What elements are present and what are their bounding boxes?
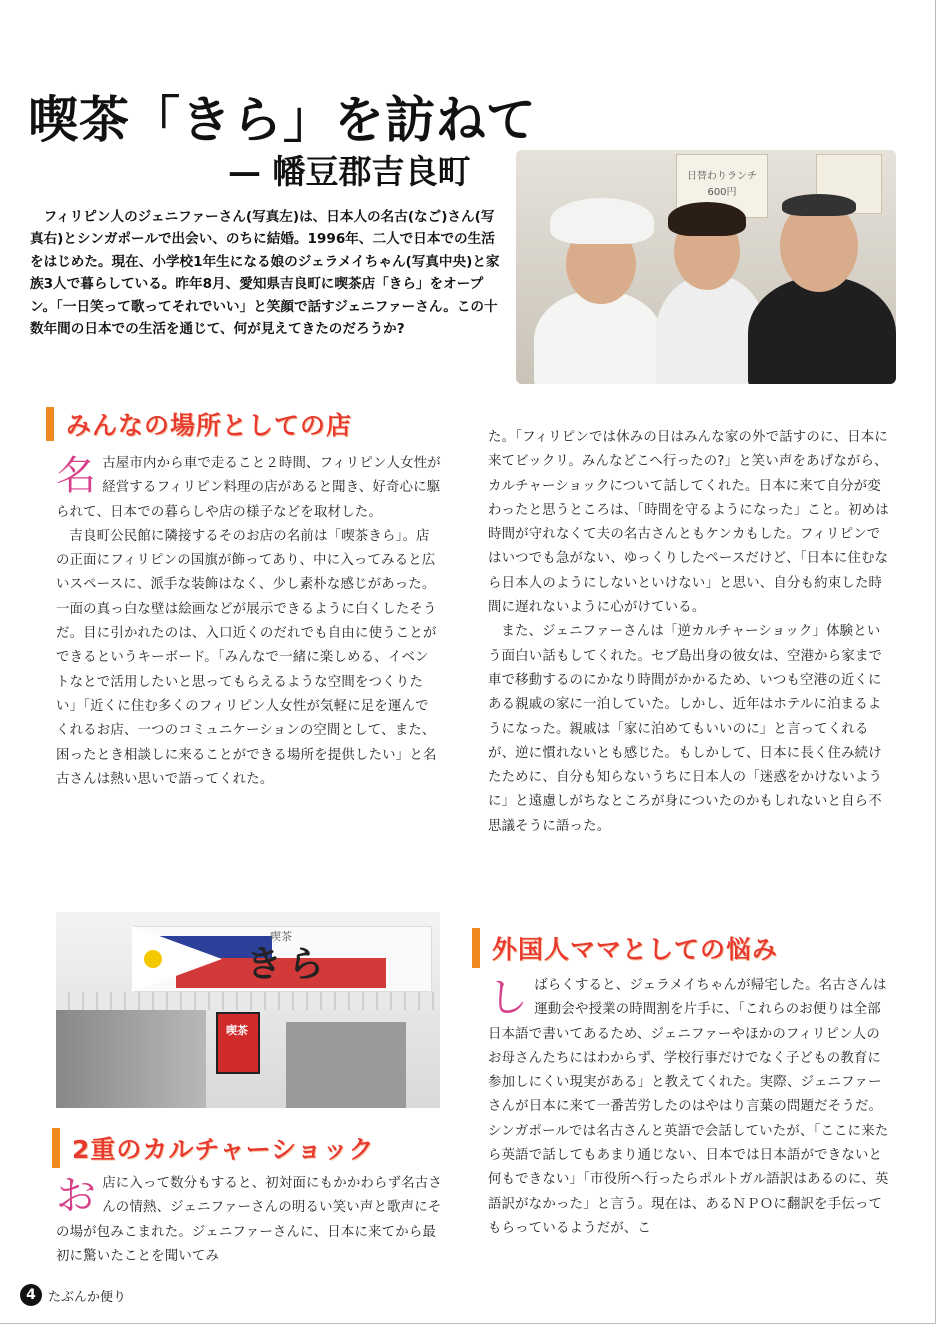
section-2-body: [56, 1172, 442, 1269]
paragraph: 店に入って数分もすると、初対面にもかかわらず名古さんの情熱、ジェニファーさんの明るい笑い声と歌声にその場が包みこまれた。ジェニファーさんに、日本に来てから最初に驚いたことを聞いてみ: [56, 1176, 442, 1264]
section-heading-2: [52, 1128, 375, 1168]
person-right-body: [748, 276, 896, 384]
paragraph: た。「フィリピンでは休みの日はみんな家の外で話すのに、日本に来てビックリ。みんなどこへ行ったの?」と笑い声をあげながら、カルチャーショックについて話してくれた。日本に来て自分が変わったと思うところは、「時間を守るようになった」こと。初めは時間が守れなくて夫の名古さんともケンカもした。フィリピンではいつでも急がない、ゆっくりしたペースだけど、「日本に住むなら日本人のようにしないといけない」と思い、自分も約束した時間に遅れないように心がけている。: [488, 430, 889, 616]
menu-sign-text: 日替わりランチ 600円: [687, 171, 757, 198]
heading-bar: [472, 928, 480, 968]
section-1-body: [56, 452, 442, 792]
lead-paragraph: [30, 206, 506, 340]
lantern-banner: [216, 1012, 260, 1074]
right-column-body: [488, 426, 892, 839]
person-left-body: [534, 290, 664, 384]
section-3-body: [488, 974, 892, 1241]
dropcap: 名: [56, 453, 97, 499]
cafe-photo: [56, 912, 440, 1108]
heading-bar: [52, 1128, 60, 1168]
lead-text: フィリピン人のジェニファーさん(写真左)は、日本人の名古(なご)さん(写真右)とシンガポールで出会い、のちに結婚。1996年、二人で日本での生活をはじめた。現在、小学校1年生になる娘のジェラメイちゃん(写真中央)と家族3人で暮らしている。昨年8月、愛知県吉良町に喫茶店「きら」をオープン。「一日笑って歌ってそれでいい」と笑顔で話すジェニファーさん。この十数年間の日本での生活を通じて、何が見えてきたのだろうか?: [30, 209, 500, 338]
lantern-text: 喫茶: [226, 1024, 248, 1037]
section-heading-3: [472, 928, 778, 968]
paragraph: 吉良町公民館に隣接するそのお店の名前は「喫茶きら」。店の正面にフィリピンの国旗が飾ってあり、中に入ってみると広いスペースに、派手な装飾はなく、少し素朴な感じがあった。一面の真っ白な壁は絵画などが展示できるように白くしたそうだ。目に引かれたのは、入口近くのだれでも自由に使うことができるというキーボード。「みんなで一緒に楽しめる、イベントなとで活用したいと思ってもらえるような空間をつくりたい」「近くに住む多くのフィリピン人女性が気軽に足を運んでくれるお店、一つのコミュニケーションの空間として、また、困ったとき相談しに来ることができる場所を提供したい」と名古さんは熱い思いで語ってくれた。: [56, 528, 437, 787]
article-title: 喫茶「きら」を訪ねて: [28, 90, 537, 149]
article-subtitle: — 幡豆郡吉良町: [228, 152, 471, 191]
paragraph: また、ジェニファーさんは「逆カルチャーショック」体験という面白い話もしてくれた。セブ島出身の彼女は、空港から家まで車で移動するのにかなり時間がかかるため、いつも空港の近くにある親戚の家に一泊していた。しかし、近年はホテルに泊まるようになった。親戚は「家に泊めてもいいのに」と言ってくれるが、逆に慣れないとも感じた。もしかして、日本に長く住み続けたために、自分も知らないうちに日本人の「迷惑をかけないように」と遠慮しがちなところが身についたのかもしれないと自ら不思議そうに語った。: [488, 624, 883, 834]
person-left-hat: [550, 198, 654, 244]
paragraph: ばらくすると、ジェラメイちゃんが帰宅した。名古さんは運動会や授業の時間割を片手に、「これらのお便りは全部日本語で書いてあるため、ジェニファーやほかのフィリピン人のお母さんたちにはわからず、学校行事だけでなく子どもの教育に参加しにくい現実がある」と教えてくれた。実際、ジェニファーさんが日本に来て一番苦労したのはやはり言葉の問題だそうだ。シンガポールでは名古さんと英語で会話していたが、「ここに来たら英語で話してもあまり通じない、日本では日本語ができないと何もできない」「市役所へ行ったらポルトガル語訳はあるのに、英語訳がなかった」と言う。現在は、あるＮＰＯに翻訳を手伝ってもらっているようだが、こ: [488, 978, 889, 1236]
section-heading-text: 2重のカルチャーショック: [72, 1135, 375, 1164]
page-footer: [20, 1284, 126, 1306]
person-right-hair: [782, 194, 856, 216]
dropcap: お: [56, 1173, 97, 1219]
publication-name: たぶんか便り: [48, 1289, 127, 1305]
cafe-sign-small: 喫茶: [270, 930, 292, 943]
cafe-door: [286, 1022, 406, 1108]
person-center-hair: [668, 202, 746, 236]
section-heading-text: 外国人ママとしての悩み: [492, 935, 779, 964]
family-photo: [516, 150, 896, 384]
section-heading-1: [46, 406, 352, 442]
heading-bar: [46, 407, 54, 441]
cafe-window: [56, 1010, 206, 1108]
section-heading-text: みんなの場所としての店: [66, 411, 353, 440]
awning: [56, 992, 440, 1010]
paragraph: 古屋市内から車で走ること２時間、フィリピン人女性が経営するフィリピン料理の店があると聞き、好奇心に駆られて、日本での暮らしや店の様子などを取材した。: [56, 456, 441, 520]
cafe-sign-name: きら: [246, 943, 331, 985]
dropcap: し: [488, 975, 529, 1021]
page-number: 4: [20, 1284, 42, 1306]
flag-sun: [144, 950, 162, 968]
